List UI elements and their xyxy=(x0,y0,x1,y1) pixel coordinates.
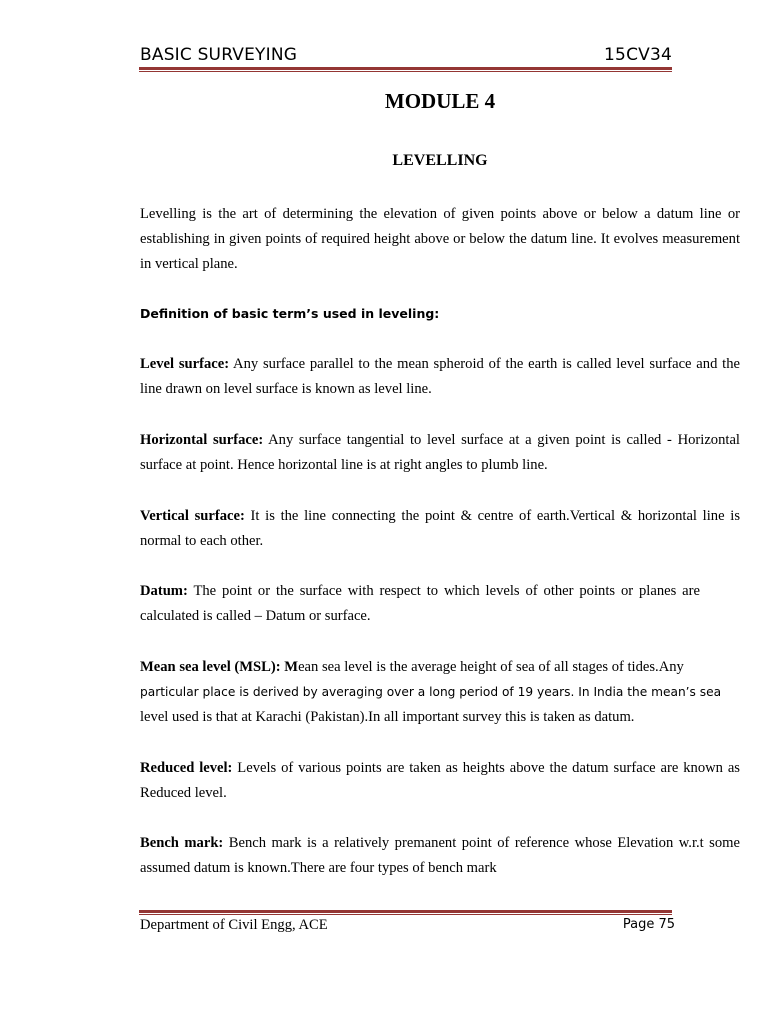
term-text: ean sea level is the average height of sea of all stages of tides.Any xyxy=(298,659,684,675)
term-text: Any surface parallel to the mean spheroid of the earth is called level surface and the line drawn on level surface is known as level line. xyxy=(140,356,740,397)
page-number: Page 75 xyxy=(622,917,675,932)
intro-paragraph: Levelling is the art of determining the elevation of given points above or below a datum line or establishing in given points of required height above or below the datum line. It evolves measurement in vertical plane. xyxy=(140,206,740,272)
term-text: Bench mark is a relatively premanent point of reference whose Elevation w.r.t some assumed datum is known.There are four types of bench mark xyxy=(140,835,740,876)
term-label: Horizontal surface: xyxy=(140,432,264,448)
term-label: Level surface: xyxy=(140,356,230,372)
module-title: MODULE 4 xyxy=(384,89,496,113)
running-header-title: BASIC SURVEYING xyxy=(140,45,298,65)
term-reduced-level xyxy=(140,756,740,806)
term-label: Reduced level: xyxy=(140,760,233,776)
term-mean-sea-level xyxy=(140,655,740,730)
footer-department: Department of Civil Engg, ACE xyxy=(140,917,328,933)
term-level-surface xyxy=(140,352,740,402)
header-rule xyxy=(139,67,672,72)
definitions-heading: Definition of basic term’s used in leveling: xyxy=(140,306,440,321)
term-text: Any surface tangential to level surface at a given point is called - Horizontal surface at point. Hence horizontal line is at right angles to plumb line. xyxy=(140,432,740,473)
term-text: Levels of various points are taken as heights above the datum surface are known as Reduced level. xyxy=(140,760,740,801)
running-header-code: 15CV34 xyxy=(604,45,672,65)
term-text: The point or the surface with respect to which levels of other points or planes are calculated is called – Datum or surface. xyxy=(140,583,700,624)
term-label: Vertical surface: xyxy=(140,508,245,524)
footer-rule xyxy=(139,910,672,915)
term-vertical-surface xyxy=(140,504,740,554)
term-text-continued: particular place is derived by averaging over a long period of 19 years. In India the mean’s sea xyxy=(140,685,722,699)
term-text: It is the line connecting the point & centre of earth.Vertical & horizontal line is normal to each other. xyxy=(140,508,740,549)
section-title: LEVELLING xyxy=(392,152,488,169)
term-label: Datum: xyxy=(140,583,188,599)
term-label: Mean sea level (MSL): M xyxy=(140,659,299,675)
term-text-end: level used is that at Karachi (Pakistan).In all important survey this is taken as datum. xyxy=(140,709,635,725)
term-bench-mark xyxy=(140,831,740,881)
term-horizontal-surface xyxy=(140,428,740,478)
term-label: Bench mark: xyxy=(140,835,224,851)
term-datum xyxy=(140,579,700,629)
